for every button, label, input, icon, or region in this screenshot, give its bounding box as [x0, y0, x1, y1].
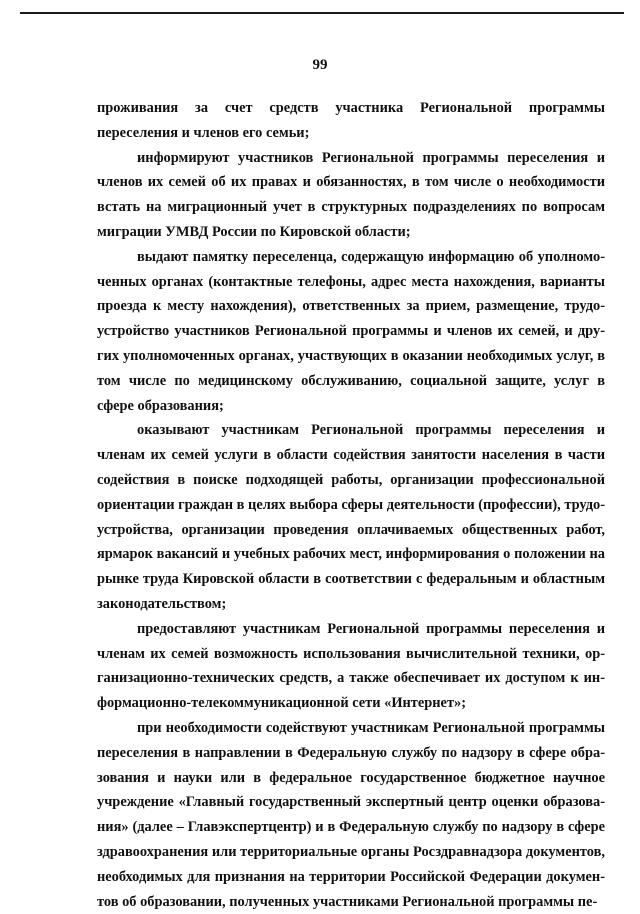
paragraph-employment: оказывают участникам Региональной программы переселения и членам их семей услуги в области содействия занятости населения в части содействия в поиске подходящей работы, организации профессиональной ориентации граждан в целях выбора сферы деятельности (профессии), трудоустройства, организации проведения оплачиваемых общественных работ, ярмарок вакансий и учебных рабочих мест, информирования о положении на рынке труда Кировской области в соответствии с федеральным и областным законодательством;	[97, 422, 605, 612]
paragraph-computing: предоставляют участникам Региональной программы переселения и членам их семей возможность использования вычислительной техники, организационно-технических средств, а также обеспечивает их доступом к информационно-телекоммуникационной сети «Интернет»;	[97, 620, 605, 712]
page-number: 99	[312, 57, 328, 73]
paragraph-inform: информируют участников Региональной программы переселения и членов их семей об их правах и обязанностях, в том числе о необходимости встать на миграционный учет в структурных подразделениях по вопросам миграции УМВД России по Кировской области;	[97, 149, 605, 240]
page-body	[97, 96, 605, 914]
paragraph-recognition: при необходимости содействуют участникам Региональной программы переселения в направлении в Федеральную службу по надзору в сфере образования и науки или в федеральное государственное бюджетное научное учреждение «Главный государственный экспертный центр оценки образования» (далее – Главэкспертцентр) и в Федеральную службу по надзору в сфере здравоохранения или территориальные органы Росздравнадзора документов, необходимых для признания на территории Российской Федерации документов об образовании, полученных участниками Региональной программы пе-	[97, 719, 605, 910]
paragraph-memo: выдают памятку переселенца, содержащую информацию об уполномоченных органах (контактные телефоны, адрес места нахождения, варианты проезда к месту нахождения), ответственных за прием, размещение, трудоустройство участников Региональной программы и членов их семей, и других уполномоченных органах, участвующих в оказании необходимых услуг, в том числе по медицинскому обслуживанию, социальной защите, услуг в сфере образования;	[97, 248, 605, 414]
top-border-line	[20, 12, 624, 14]
paragraph-continuation: проживания за счет средств участника Региональной программы переселения и членов его семьи;	[97, 100, 605, 141]
